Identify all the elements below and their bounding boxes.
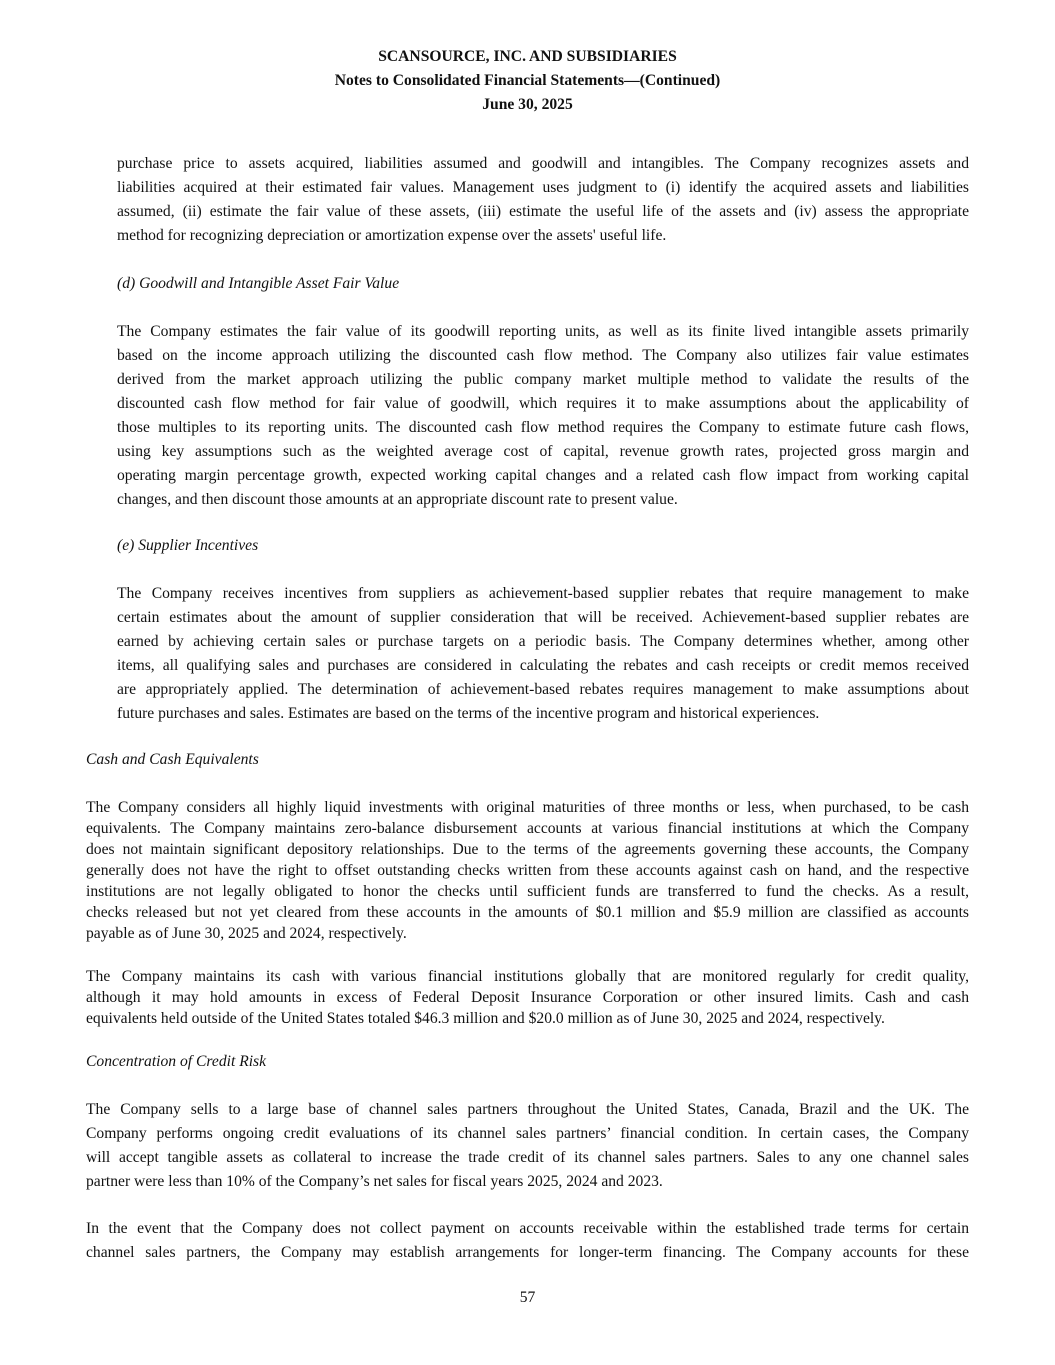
paragraph-credit-risk-2 <box>86 1217 969 1265</box>
text-line: equivalents held outside of the United States totaled $46.3 million and $20.0 million as of June 30, 2025 and 2024, respectively. <box>86 1010 885 1027</box>
text-line: payable as of June 30, 2025 and 2024, respectively. <box>86 925 407 942</box>
text-line: In the event that the Company does not collect payment on accounts receivable within the established trade terms for certain <box>86 1220 969 1237</box>
paragraph-cash-1 <box>86 797 969 944</box>
text-line: will accept tangible assets as collateral to increase the trade credit of its channel sales partners. Sales to any one channel sales <box>86 1149 969 1166</box>
paragraph-acquisition <box>117 152 969 248</box>
text-line: future purchases and sales. Estimates are based on the terms of the incentive program and historical experiences. <box>117 705 820 722</box>
text-line: The Company maintains its cash with various financial institutions globally that are monitored regularly for credit quality, <box>86 968 969 985</box>
text-line: institutions are not legally obligated to honor the checks until sufficient funds are transferred to fund the checks. As a result, <box>86 883 969 900</box>
paragraph-goodwill <box>117 320 969 512</box>
text-line: Company performs ongoing credit evaluations of its channel sales partners’ financial condition. In certain cases, the Company <box>86 1125 969 1142</box>
text-line: partner were less than 10% of the Company’s net sales for fiscal years 2025, 2024 and 2023. <box>86 1173 663 1190</box>
heading-cash: Cash and Cash Equivalents <box>86 751 259 768</box>
text-line: liabilities acquired at their estimated fair values. Management uses judgment to (i) identify the acquired assets and liabilities <box>117 179 969 196</box>
text-line: discounted cash flow method for fair value of goodwill, which requires it to make assumptions about the applicability of <box>117 395 969 412</box>
text-line: operating margin percentage growth, expected working capital changes and a related cash flow impact from working capital <box>117 467 969 484</box>
paragraph-credit-risk-1 <box>86 1098 969 1194</box>
text-line: are appropriately applied. The determination of achievement-based rebates requires management to make assumptions about <box>117 681 969 698</box>
text-line: method for recognizing depreciation or amortization expense over the assets' useful life. <box>117 227 667 244</box>
text-line: generally does not have the right to offset outstanding checks written from these accounts against cash on hand, and the respective <box>86 862 969 879</box>
text-line: channel sales partners, the Company may establish arrangements for longer-term financing. The Company accounts for these <box>86 1244 969 1261</box>
heading-goodwill: (d) Goodwill and Intangible Asset Fair Value <box>117 275 400 292</box>
text-line: those multiples to its reporting units. The discounted cash flow method requires the Company to estimate future cash flows, <box>117 419 969 436</box>
paragraph-supplier-incentives <box>117 582 969 726</box>
company-title: SCANSOURCE, INC. AND SUBSIDIARIES <box>378 48 677 65</box>
heading-supplier-incentives: (e) Supplier Incentives <box>117 537 259 554</box>
text-line: using key assumptions such as the weighted average cost of capital, revenue growth rates, projected gross margin and <box>117 443 969 460</box>
text-line: The Company estimates the fair value of its goodwill reporting units, as well as its finite lived intangible assets primarily <box>117 323 969 340</box>
page-number: 57 <box>519 1289 536 1306</box>
text-line: changes, and then discount those amounts at an appropriate discount rate to present value. <box>117 491 678 508</box>
text-line: certain estimates about the amount of supplier consideration that will be received. Achievement-based supplier rebates are <box>117 609 969 626</box>
text-line: The Company considers all highly liquid investments with original maturities of three months or less, when purchased, to be cash <box>86 799 969 816</box>
text-line: equivalents. The Company maintains zero-balance disbursement accounts at various financial institutions at which the Company <box>86 820 969 837</box>
text-line: purchase price to assets acquired, liabilities assumed and goodwill and intangibles. The Company recognizes assets and <box>117 155 969 172</box>
heading-credit-risk: Concentration of Credit Risk <box>86 1053 267 1070</box>
text-line: derived from the market approach utilizing the public company market multiple method to validate the results of the <box>117 371 969 388</box>
document-date: June 30, 2025 <box>482 96 573 113</box>
text-line: assumed, (ii) estimate the fair value of these assets, (iii) estimate the useful life of the assets and (iv) assess the appropriate <box>117 203 969 220</box>
text-line: The Company sells to a large base of channel sales partners throughout the United States, Canada, Brazil and the UK. The <box>86 1101 969 1118</box>
text-line: although it may hold amounts in excess of Federal Deposit Insurance Corporation or other insured limits. Cash and cash <box>86 989 969 1006</box>
paragraph-cash-2 <box>86 966 969 1029</box>
text-line: does not maintain significant depository relationships. Due to the terms of the agreements governing these accounts, the Company <box>86 841 969 858</box>
document-subtitle: Notes to Consolidated Financial Statements—(Continued) <box>334 72 721 89</box>
text-line: items, all qualifying sales and purchases are considered in calculating the rebates and cash receipts or credit memos received <box>117 657 969 674</box>
text-line: based on the income approach utilizing the discounted cash flow method. The Company also utilizes fair value estimates <box>117 347 969 364</box>
text-line: The Company receives incentives from suppliers as achievement-based supplier rebates that require management to make <box>117 585 969 602</box>
text-line: checks released but not yet cleared from these accounts in the amounts of $0.1 million and $5.9 million are classified as accounts <box>86 904 969 921</box>
text-line: earned by achieving certain sales or purchase targets on a periodic basis. The Company determines whether, among other <box>117 633 969 650</box>
